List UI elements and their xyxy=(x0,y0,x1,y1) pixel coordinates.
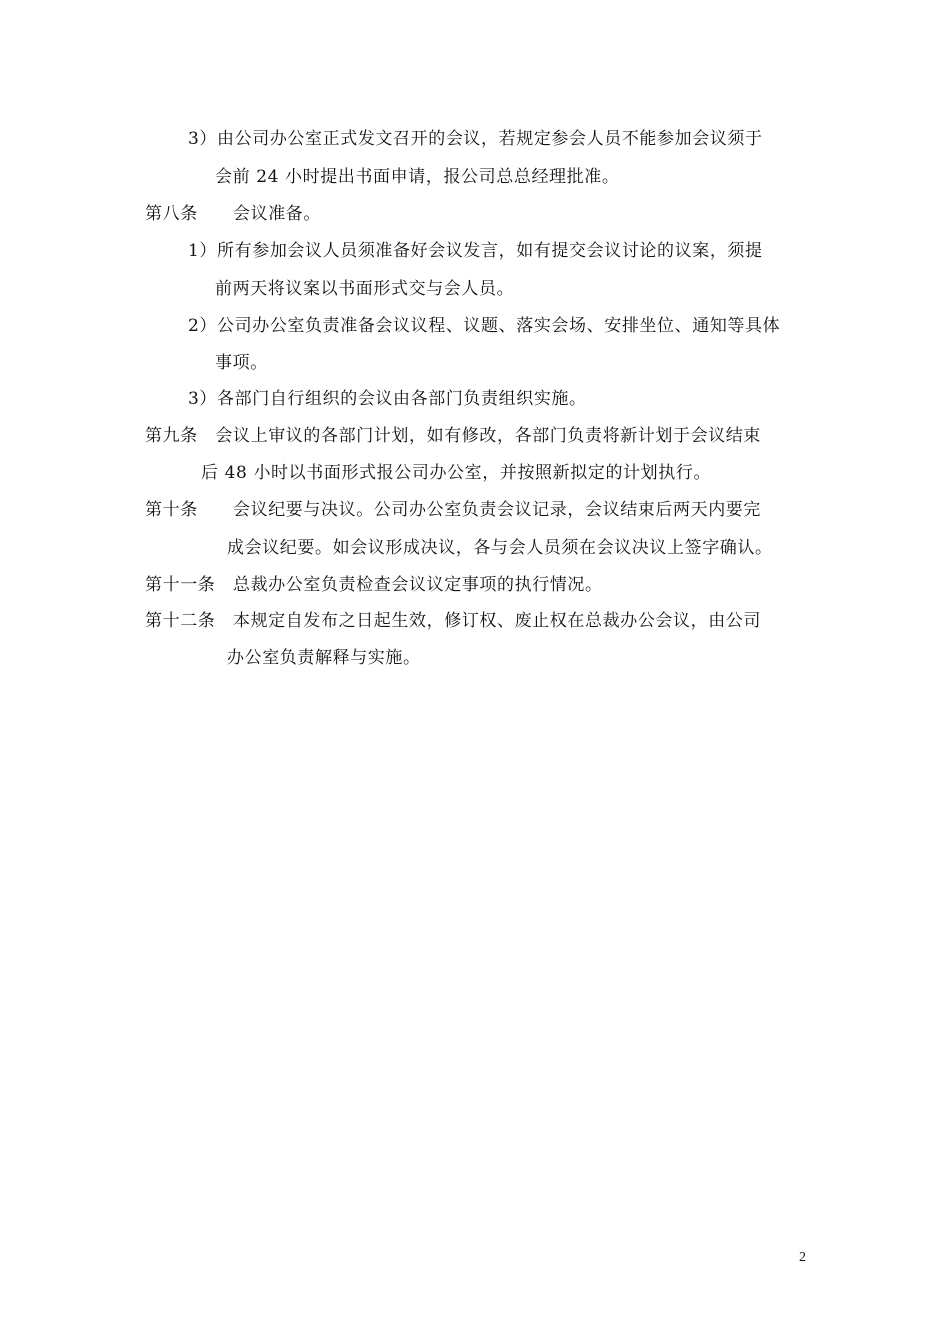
article-paragraph: 第九条 会议上审议的各部门计划，如有修改，各部门负责将新计划于会议结束 xyxy=(145,426,761,446)
text-line: 3）由公司办公室正式发文召开的会议，若规定参会人员不能参加会议须于 xyxy=(188,129,763,149)
article-heading: 第八条 会议准备。 xyxy=(145,204,321,224)
page-number: 2 xyxy=(799,1250,806,1265)
text-line: 1）所有参加会议人员须准备好会议发言，如有提交会议讨论的议案，须提 xyxy=(188,241,763,261)
article-paragraph: 第十一条 总裁办公室负责检查会议议定事项的执行情况。 xyxy=(145,575,603,595)
article-paragraph: 第十条 会议纪要与决议。公司办公室负责会议记录，会议结束后两天内要完 xyxy=(145,500,761,520)
text-line: 前两天将议案以书面形式交与会人员。 xyxy=(215,279,515,299)
text-line: 3）各部门自行组织的会议由各部门负责组织实施。 xyxy=(188,389,587,409)
article-paragraph: 第十二条 本规定自发布之日起生效，修订权、废止权在总裁办公会议，由公司 xyxy=(145,611,761,631)
text-line: 后 48 小时以书面形式报公司办公室，并按照新拟定的计划执行。 xyxy=(201,463,712,483)
text-line: 事项。 xyxy=(215,353,268,373)
text-line: 2）公司办公室负责准备会议议程、议题、落实会场、安排坐位、通知等具体 xyxy=(188,316,781,336)
text-line: 成会议纪要。如会议形成决议，各与会人员须在会议决议上签字确认。 xyxy=(227,538,773,558)
text-line: 会前 24 小时提出书面申请，报公司总总经理批准。 xyxy=(215,167,620,187)
text-line: 办公室负责解释与实施。 xyxy=(227,648,421,668)
